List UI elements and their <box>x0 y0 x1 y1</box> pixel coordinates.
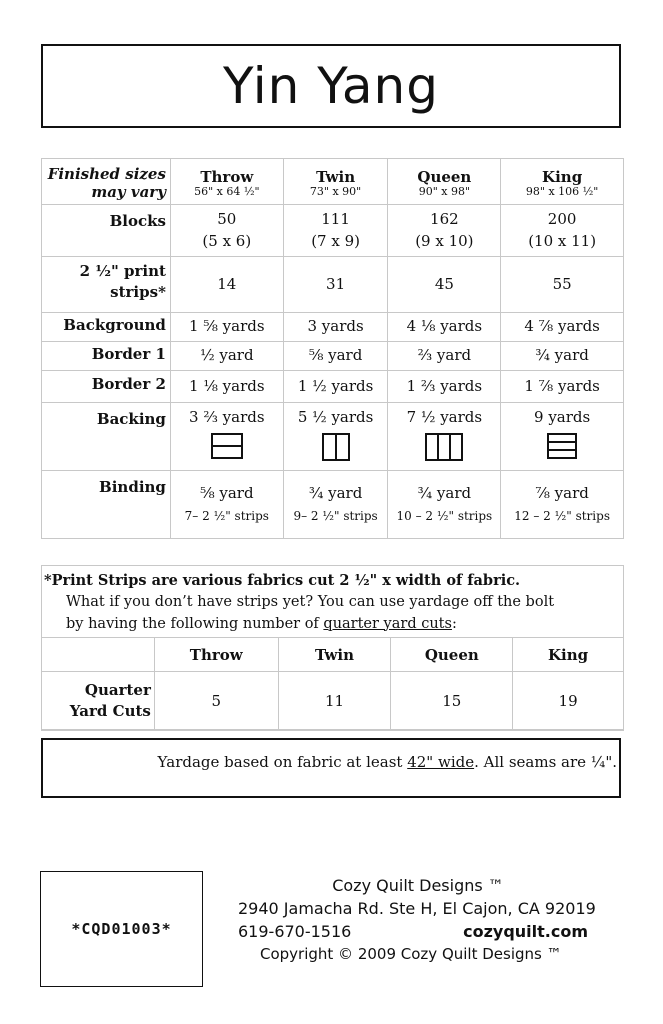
size-header-twin <box>283 159 388 205</box>
company-info <box>238 876 598 963</box>
page-title: Yin Yang <box>223 57 439 115</box>
print-strips-label-line2: strips* <box>110 283 166 301</box>
backing-cell <box>388 403 501 471</box>
background-value: 3 yards <box>283 313 388 342</box>
quarter-yard-cuts-text: quarter yard cuts <box>323 615 452 632</box>
note-line3-post: : <box>451 615 457 632</box>
size-dims: 73" x 90" <box>309 184 362 198</box>
binding-cell <box>388 471 501 539</box>
blocks-label: Blocks <box>42 205 171 257</box>
size-name: Twin <box>316 167 356 186</box>
quarter-cuts-label-line1: Quarter <box>84 681 151 699</box>
background-label: Background <box>42 313 171 342</box>
binding-cell <box>283 471 388 539</box>
border1-value: ⅔ yard <box>388 342 501 371</box>
border1-label: Border 1 <box>42 342 171 371</box>
company-name: Cozy Quilt Designs ™ <box>332 876 504 895</box>
yardage-note-box <box>41 738 621 798</box>
blocks-cell <box>388 205 501 257</box>
quarter-cuts-label <box>42 672 155 731</box>
backing-cell <box>170 403 283 471</box>
binding-strips: 10 – 2 ½" strips <box>396 508 493 523</box>
border1-value: ⅝ yard <box>283 342 388 371</box>
may-vary-label: may vary <box>91 182 166 201</box>
size-header-row <box>42 159 624 205</box>
background-row <box>42 313 624 342</box>
blocks-cell <box>283 205 388 257</box>
quarter-cuts-table <box>41 637 624 731</box>
backing-3-vertical-icon <box>425 433 463 461</box>
backing-3-horizontal-icon <box>547 433 577 459</box>
size-name: Queen <box>417 167 472 186</box>
quarter-cuts-value: 5 <box>154 672 278 731</box>
empty-header-cell <box>42 638 155 672</box>
print-strips-note <box>44 570 554 635</box>
binding-strips: 12 – 2 ½" strips <box>514 508 610 523</box>
print-strips-note-line3 <box>44 614 554 636</box>
border2-value: 1 ½ yards <box>283 371 388 403</box>
quarter-cuts-value: 19 <box>513 672 624 731</box>
blocks-cell <box>501 205 624 257</box>
quarter-cuts-label-line2: Yard Cuts <box>69 702 151 720</box>
border2-value: 1 ⅛ yards <box>170 371 283 403</box>
print-strips-note-line1: *Print Strips are various fabrics cut 2 ½" x width of fabric. <box>44 572 521 589</box>
fabric-width-text: 42" wide <box>407 753 475 771</box>
border1-row <box>42 342 624 371</box>
backing-value: 5 ½ yards <box>297 408 374 426</box>
quarter-header: Throw <box>154 638 278 672</box>
backing-value: 7 ½ yards <box>406 408 483 426</box>
binding-value: ¾ yard <box>308 483 363 502</box>
print-strips-value: 14 <box>170 257 283 313</box>
company-phone: 619-670-1516 <box>238 922 352 941</box>
size-header-king <box>501 159 624 205</box>
yardage-table <box>41 158 624 539</box>
binding-strips: 9– 2 ½" strips <box>293 508 378 523</box>
size-name: Throw <box>200 167 254 186</box>
size-dims: 98" x 106 ½" <box>525 184 599 198</box>
print-strips-row <box>42 257 624 313</box>
border1-value: ½ yard <box>170 342 283 371</box>
backing-row <box>42 403 624 471</box>
binding-value: ¾ yard <box>417 483 472 502</box>
binding-row <box>42 471 624 539</box>
border2-value: 1 ⅞ yards <box>501 371 624 403</box>
border2-value: 1 ⅔ yards <box>388 371 501 403</box>
binding-cell <box>170 471 283 539</box>
quarter-cuts-value: 15 <box>391 672 513 731</box>
yardage-note <box>158 753 617 771</box>
yardage-note-pre: Yardage based on fabric at least <box>157 753 408 771</box>
backing-value: 9 yards <box>534 408 591 426</box>
size-name: King <box>542 167 583 186</box>
sku-code: *CQD01003* <box>71 920 172 938</box>
finished-sizes-cell <box>42 159 171 205</box>
quarter-header: Queen <box>391 638 513 672</box>
blocks-value: 50 <box>217 209 237 228</box>
backing-2-horizontal-icon <box>211 433 243 459</box>
contact-row <box>238 922 588 941</box>
finished-sizes-label: Finished sizes <box>47 165 166 184</box>
blocks-layout: (9 x 10) <box>415 231 474 250</box>
blocks-value: 162 <box>430 209 459 228</box>
size-header-queen <box>388 159 501 205</box>
blocks-layout: (10 x 11) <box>528 231 597 250</box>
border1-value: ¾ yard <box>501 342 624 371</box>
quarter-header: Twin <box>278 638 391 672</box>
binding-cell <box>501 471 624 539</box>
background-value: 4 ⅛ yards <box>388 313 501 342</box>
quarter-cuts-header-row <box>42 638 624 672</box>
backing-cell <box>283 403 388 471</box>
quarter-cuts-values-row <box>42 672 624 731</box>
binding-strips: 7– 2 ½" strips <box>184 508 269 523</box>
binding-label: Binding <box>42 471 171 539</box>
backing-label: Backing <box>42 403 171 471</box>
backing-value: 3 ⅔ yards <box>189 408 265 426</box>
border2-label: Border 2 <box>42 371 171 403</box>
blocks-cell <box>170 205 283 257</box>
background-value: 4 ⅞ yards <box>501 313 624 342</box>
binding-value: ⅞ yard <box>535 483 589 502</box>
blocks-layout: (7 x 9) <box>311 231 360 250</box>
copyright-text: Copyright © 2009 Cozy Quilt Designs ™ <box>260 945 562 963</box>
backing-cell <box>501 403 624 471</box>
print-strips-value: 55 <box>501 257 624 313</box>
size-dims: 56" x 64 ½" <box>194 184 260 198</box>
quarter-cuts-value: 11 <box>278 672 391 731</box>
blocks-layout: (5 x 6) <box>202 231 252 250</box>
blocks-value: 111 <box>321 209 350 228</box>
binding-value: ⅝ yard <box>200 483 254 502</box>
backing-2-vertical-icon <box>322 433 350 461</box>
size-dims: 90" x 98" <box>418 184 471 198</box>
company-address: 2940 Jamacha Rd. Ste H, El Cajon, CA 92019 <box>238 899 596 918</box>
note-line3-pre: by having the following number of <box>66 615 324 632</box>
blocks-value: 200 <box>547 209 577 228</box>
company-website[interactable]: cozyquilt.com <box>463 922 588 941</box>
title-box <box>41 44 621 128</box>
print-strips-note-line2: What if you don’t have strips yet? You can use yardage off the bolt <box>66 593 555 610</box>
yardage-note-post: . All seams are ¼". <box>474 753 617 771</box>
print-strips-value: 31 <box>283 257 388 313</box>
blocks-row <box>42 205 624 257</box>
background-value: 1 ⅝ yards <box>170 313 283 342</box>
print-strips-label <box>42 257 171 313</box>
size-header-throw <box>170 159 283 205</box>
print-strips-value: 45 <box>388 257 501 313</box>
border2-row <box>42 371 624 403</box>
sku-box <box>40 871 203 987</box>
print-strips-label-line1: 2 ½" print <box>79 262 166 280</box>
quarter-header: King <box>513 638 624 672</box>
